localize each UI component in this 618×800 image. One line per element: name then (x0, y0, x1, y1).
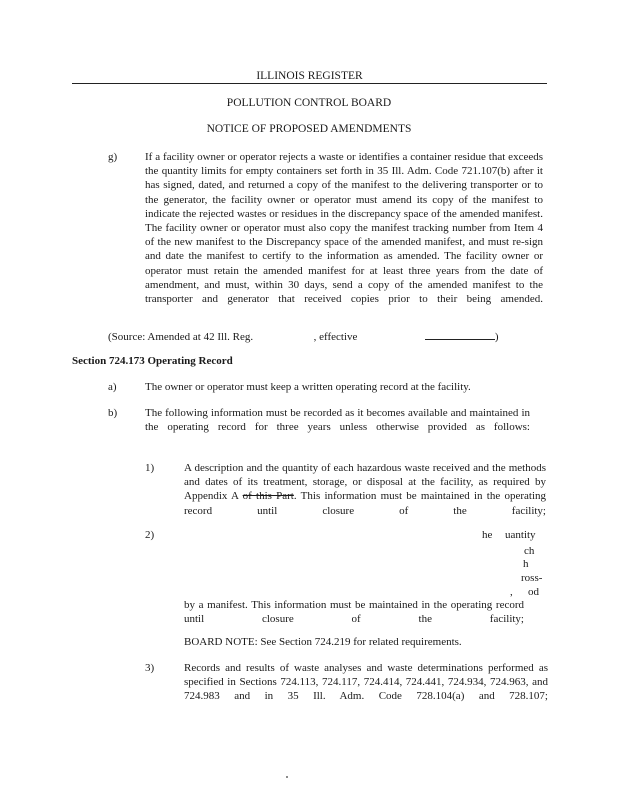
subsection-g-text: If a facility owner or operator rejects a waste or identifies a container residue that exceeds the quantity limits for empty containers set forth in 35 Ill. Adm. Code 721.107(b) after it has signed, dated, and returned a copy of the manifest to the delivering transporter or to the generator, the facility owner or operator must amend its copy of the manifest to indicate the rejected wastes or residues in the discrepancy space of the amended manifest. The facility owner or operator must also copy the manifest tracking number from Item 4 of the new manifest to the Discrepancy space of the amended manifest, and must re-sign and date the manifest to certify to the information as amended. The facility owner or operator must retain the amended manifest for at least three years from the date of amendment, and must, within 30 days, send a copy of the amended manifest to the transporter and generator that received copies prior to their being amended. (145, 151, 543, 306)
board-title: POLLUTION CONTROL BOARD (226, 97, 392, 109)
item-3-text: Records and results of waste analyses and waste determinations performed as specified in Sections 724.113, 724.117, 724.414, 724.441, 724.934, 724.963, and 724.983 and in 35 Ill. Adm. Code 728.104(a) and 728.107; (184, 662, 548, 703)
notice-title: NOTICE OF PROPOSED AMENDMENTS (206, 123, 412, 135)
source-close: ) (494, 331, 499, 343)
board-note: BOARD NOTE: See Section 724.219 for related requirements. (184, 636, 462, 648)
subsection-a-label: a) (108, 381, 117, 393)
item-2-fragment: , (510, 586, 513, 598)
item-1-text (184, 461, 546, 532)
item-2-fragment: he (482, 529, 493, 541)
item-2-tail-text: by a manifest. This information must be maintained in the operating record until closure of the facility; (184, 599, 524, 626)
subsection-g-label: g) (108, 151, 118, 163)
section-heading: Section 724.173 Operating Record (72, 355, 233, 367)
item-2-fragment: ch (524, 545, 535, 557)
item-2-fragment: h (523, 558, 529, 570)
source-line (108, 329, 548, 344)
subsection-a-text: The owner or operator must keep a written operating record at the facility. (145, 381, 471, 393)
item-3-label: 3) (145, 662, 155, 674)
page-mark (286, 776, 288, 778)
item-2-fragment: uantity (505, 529, 536, 541)
item-1-label: 1) (145, 462, 155, 474)
item-2-label: 2) (145, 529, 155, 541)
item-2-fragment: ross- (521, 572, 543, 584)
source-text: (Source: Amended at 42 Ill. Reg. (108, 331, 254, 343)
item-1-struck-text: of this Part (242, 490, 294, 503)
subsection-b-text: The following information must be recorded as it becomes available and maintained in the operating record for three years unless otherwise provided as follows: (145, 407, 530, 434)
subsection-b-label: b) (108, 407, 118, 419)
item-1-text-before: A description and the quantity of each hazardous waste received and the methods and dates of its treatment, storage, or disposal at the facility, as required by Appendix A (184, 462, 546, 503)
source-date-blank (425, 329, 495, 340)
item-1-text-after: . This information must be maintained in the operating record until closure of the facility; (184, 490, 547, 517)
item-2-fragment: od (528, 586, 539, 598)
source-effective: , effective (313, 331, 358, 343)
register-title: ILLINOIS REGISTER (72, 70, 547, 84)
